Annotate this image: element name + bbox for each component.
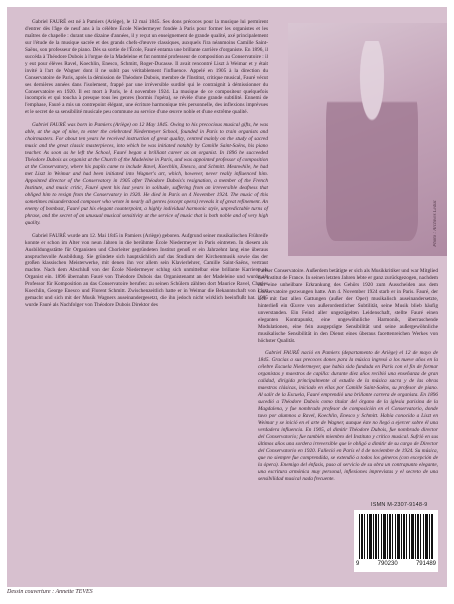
composer-portrait — [288, 23, 447, 256]
biography-english: Gabriel FAURÉ was born in Pamiers (Ariège) on 12 May 1845. Owing to his precocious musical gifts, he was able, at the age of nine, to enter the celebrated Niedermeyer School, founded in Paris to train organists and choirmasters. For about ten years he received instruction of great quality, centred mainly on the study of sacred music and the great classic masterpieces, into which he was initiated notably by Camille Saint-Saëns, his piano teacher. As soon as he left the School, Fauré began a brilliant career as an organist. In 1896 he succeeded Théodore Dubois as organist at the Church of the Madeleine in Paris, and was appointed professor of composition at the Conservatory, where his pupils came to include Ravel, Koechlin, Enesco, and Schmitt. Meanwhile, he had met Liszt in Weimar and had been initiated into Wagner's art, which, however, never really influenced him. Appointed director of the Conservatory in 1905 after Théodore Dubois's resignation, a member of the French Institute, and music critic, Fauré spent his last years in solitude, suffering from an irreversible deafness that obliged him to resign from the Conservatory in 1920. He died in Paris on 4 November 1924. The music of this sometimes misunderstood composer who wrote in nearly all genres (except opera) reveals it of great refinement. An enemy of bombast, Fauré put his elegant counterpoint, a highly individual harmonic style, unpredictable turns of phrase, and the secret of an unusual musical sensitivity at the service of music that is both noble and of very high quality. — [25, 122, 268, 226]
barcode-digit-group: 790230 — [377, 561, 398, 567]
barcode — [354, 510, 438, 572]
photo-credit: Photo : Archives Leduc — [433, 200, 438, 247]
barcode-digit-group: 9 — [356, 561, 360, 567]
biography-spanish: Gabriel FAURÉ nació en Pamiers (departamento de Ariège) el 12 de mayo de 1845. Gracias a sus precoces dones para la música ingresó a los nueve años en la célebre Escuela Niedermeyer, que había sido fundada en París con el fin de formar organistas y maestros de capilla: durante diez años recibió una enseñanza de gran calidad, dirigida principalmente al estudio de la música sacra y de las obras maestras clásicas, iniciado en ellas por Camille Saint-Saëns, su profesor de piano. Al salir de la Escuela, Fauré emprendió una brillante carrera de organista. En 1896 sucedió a Théodore Dubois como titular del órgano de la iglesia parisina de la Magdalena, y fue nombrado profesor de composición en el Conservatorio, donde tuvo por alumnos a Ravel, Koechlin, Enesco y Schmitt. Había conocido a Liszt en Weimar y se inició en el arte de Wagner, aunque éste no llegó a ejercer sobre él una verdadera influencia. En 1905, al dimitir Théodore Dubois, fue nombrado director del Conservatorio; fue también miembro del Instituto y crítico musical. Sufrió en sus últimos años una sordera irreversible que le obligó a dimitir de su cargo de Director del Conservatorio en 1920. Falleció en París el 4 de noviembre de 1924. Su música, que no siempre fue comprendida, se extendió a todos los géneros (con excepción de la ópera). Enemigo del énfasis, puso al servicio de su obra un contrapunto elegante, una escritura armónica muy personal, inflexiones imprevistas y el secreto de una sensibilidad musical nada frecuente. — [258, 350, 438, 482]
barcode-bars — [359, 514, 433, 559]
biography-german: Gabriel FAURÉ wurde am 12. Mai 1845 in Pamiers (Ariège) geboren. Aufgrund seiner musikalischen Frühreife konnte er schon im Alter von neun Jahren in die berühmte École Niedermeyer in Paris eintreten. In diesem als Ausbildungsstätte für Organisten und Chorleiter gegründeten Institut genoß er ein Jahrzehnt lang eine überaus anspruchsvolle Ausbildung. Sie gründete sich hauptsächlich auf das Studium der Kirchenmusik sowie das der großen klassischen Meisterwerke, mit denen ihn vor allem sein Klavierlehrer, Camille Saint-Saëns, vertraut machte. Nach dem Abschluß von der École Niedermeyer schlug sich unmittelbar eine brillante Karriere als Organist ein. 1896 übernahm Fauré von Théodore Dubois das Organistenamt an der Madeleine und wurde als Professor für Komposition an das Conservatoire berufen: zu seinen Schülern zählten dort Maurice Ravel, Charles Koechlin, George Enesco und Florent Schmitt. Zwischenzeitlich hatte er in Weimar die Bekanntschaft von Liszt gemacht und sich mit der Musik Wagners auseinandergesetzt, die ihn jedoch nicht wirklich beeinflußt hat. 1905 wurde Fauré als Nachfolger von Théodore Dubois Direktor des — [25, 232, 268, 309]
portrait-figure — [326, 41, 418, 241]
biography-french: Gabriel FAURÉ est né à Pamiers (Ariège), le 12 mai 1845. Ses dons précoces pour la musique lui permirent d'entrer dès l'âge de neuf ans à la célèbre École Niedermeyer fondée à Paris pour former les organistes et les maîtres de chapelle : durant une dizaine d'années, il y reçut un enseignement de grande qualité, axé principalement sur l'étude de la musique sacrée et des grands chefs-d'œuvre classiques, auxquels l'ira néanmoins Camille Saint-Saëns, son professeur de piano. Dès sa sortie de l'École, Fauré entama une brillante carrière d'organiste. En 1896, il succéda à Théodore Dubois à l'orgue de la Madeleine et fut nommé professeur de composition au Conservatoire : il y eut pour élèves Ravel, Koechlin, Enesco, Schmitt, Roger-Ducasse. Il avait rencontré Liszt à Weimar et y était invité à l'art de Wagner dont il ne subit pas véritablement l'influence. Appelé en 1905 à la direction du Conservatoire de Paris, après la démission de Théodore Dubois, membre de l'Institut, critique musical, Fauré vécut ses dernières années dans l'isolement, frappé par une irréversible surdité qui le contraignit à démissionner du Conservatoire en 1920. Il est mort à Paris, le 4 novembre 1924. La musique de ce compositeur quelquefois incompris et qui toucha à presque tous les genres (hormis l'opéra), se révèle d'une grande subtilité. Ennemi de l'emphase, Fauré a mis un contrepoint élégant, une écriture harmonique très personnelle, des inflexions imprévues et le secret de sa sensibilité musicale peu commune au service d'une œuvre noble et d'une extrême qualité. — [25, 19, 268, 116]
barcode-digits — [356, 561, 436, 567]
biography-english-block — [25, 122, 268, 226]
biography-right-column — [258, 268, 438, 483]
barcode-digit-group: 791489 — [415, 561, 436, 567]
ismn-number: ISMN M-2307-9148-9 — [371, 502, 428, 508]
cover-design-credit: Dessin couverture : Annette TEVES — [7, 589, 93, 595]
biography-german-continued: Pariser Conservatoire. Außerdem betätigte er sich als Musikkritiker und war Mitglied des Institut de France. In seinen letzten Jahren lebte er ganz zurückgezogen, nachdem ihn eine unheilbare Erkrankung des Gehörs 1920 zum Ausscheiden aus dem Conservatoire gezwungen hatte. Am 4. November 1924 starb er in Paris. Fauré, der sich mit fast allen Gattungen (außer der Oper) musikalisch auseinandersetzte, hinterließ ein Œuvre von außerordentlicher Subtilität, seine Musik blieb häufig unverstanden. Ein Feind aller ungezügelten Leidenschaft, stellte Fauré einen eleganten Kontrapunkt, eine ungewöhnliche Harmonik, überraschende Modulationen, eine fein ausgeprägte Sensibilität und seine außergewöhnliche musikalische Sensibilität in den Dienst eines überaus facettenreichen Werkes von höchster Qualität. — [258, 268, 438, 344]
biography-left-column — [25, 19, 268, 309]
